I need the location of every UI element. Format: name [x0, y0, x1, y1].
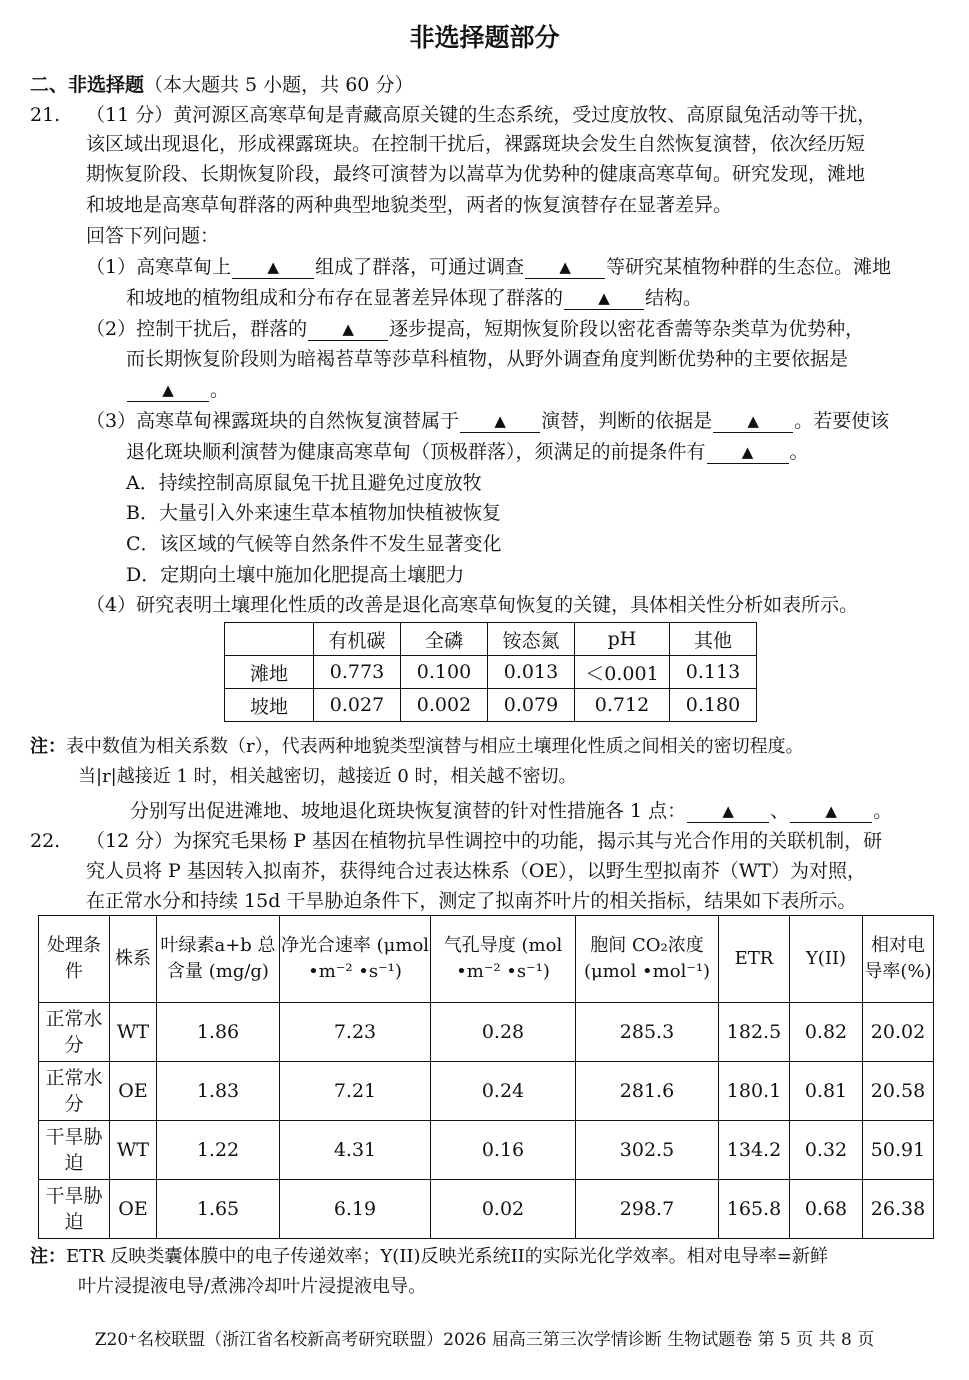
- table-row: [39, 1180, 934, 1239]
- table-cell: 1.65: [157, 1180, 280, 1239]
- triangle-icon: ▲: [741, 443, 754, 461]
- answer-blank[interactable]: [525, 257, 605, 279]
- q21-text-line: 该区域出现退化，形成裸露斑块。在控制干扰后，裸露斑块会发生自然恢复演替，依次经历短: [86, 133, 866, 155]
- table-header-cell: 处理条件: [39, 916, 110, 1003]
- table-cell: 干旱胁迫: [39, 1121, 110, 1180]
- triangle-icon: ▲: [559, 258, 571, 276]
- part-heading: 二、非选择题（本大题共 5 小题，共 60 分）: [30, 74, 414, 96]
- triangle-icon: ▲: [722, 802, 734, 820]
- table-cell: [225, 623, 314, 656]
- triangle-icon: ▲: [162, 381, 174, 399]
- table-cell: 0.113: [670, 656, 757, 689]
- table-cell: OE: [110, 1062, 157, 1121]
- table-cell: 坡地: [225, 689, 314, 722]
- table2-note-line2: 叶片浸提液电导/煮沸冷却叶片浸提液电导。: [78, 1276, 427, 1297]
- table2-note: 注：ETR 反映类囊体膜中的电子传递效率；Y(II)反映光系统II的实际光化学效率。相对电导率=新鲜: [30, 1246, 828, 1267]
- triangle-icon: ▲: [598, 289, 610, 307]
- answer-blank[interactable]: [308, 319, 388, 341]
- photosynthesis-table: [38, 915, 934, 1239]
- table-cell: OE: [110, 1180, 157, 1239]
- table-header-row: [39, 916, 934, 1003]
- table-cell: 6.19: [280, 1180, 431, 1239]
- q21-text-line: （11 分）黄河源区高寒草甸是青藏高原关键的生态系统，受过度放牧、高原鼠兔活动等干扰，: [86, 104, 877, 126]
- table-header-cell: 胞间 CO₂浓度 (μmol •mol⁻¹): [576, 916, 719, 1003]
- table1-note-line2: 当|r|越接近 1 时，相关越密切，越接近 0 时，相关越不密切。: [78, 766, 577, 787]
- table-cell: 有机碳: [314, 623, 401, 656]
- table-header-row: [225, 623, 757, 656]
- table-cell: 0.079: [488, 689, 575, 722]
- table-cell: 0.81: [790, 1062, 863, 1121]
- q21-sub2-line: ▲ 。: [126, 377, 229, 403]
- q21-sub2-line: （2）控制干扰后，群落的 ▲ 逐步提高，短期恢复阶段以密花香薷等杂类草为优势种，: [86, 318, 865, 340]
- triangle-icon: ▲: [825, 802, 837, 820]
- table-cell: 0.28: [431, 1003, 576, 1062]
- table-cell: ＜0.001: [575, 656, 670, 689]
- table-cell: 281.6: [576, 1062, 719, 1121]
- table-header-cell: Y(II): [790, 916, 863, 1003]
- table-cell: 20.58: [863, 1062, 934, 1121]
- table-cell: pH: [575, 623, 670, 656]
- q21-sub3-line: 退化斑块顺利演替为健康高寒草甸（顶极群落），须满足的前提条件有 ▲ 。: [126, 441, 809, 463]
- answer-blank[interactable]: [232, 257, 314, 279]
- table-cell: 302.5: [576, 1121, 719, 1180]
- table-header-cell: 净光合速率 (μmol •m⁻² •s⁻¹): [280, 916, 431, 1003]
- choice-a[interactable]: A．持续控制高原鼠兔干扰且避免过度放牧: [126, 472, 482, 494]
- answer-blank[interactable]: [713, 411, 793, 433]
- answer-blank[interactable]: [790, 801, 872, 823]
- q22-text-line: 在正常水分和持续 15d 干旱胁迫条件下，测定了拟南芥叶片的相关指标，结果如下表所示。: [86, 890, 857, 912]
- table-cell: 0.180: [670, 689, 757, 722]
- table-cell: 全磷: [401, 623, 488, 656]
- table-cell: 285.3: [576, 1003, 719, 1062]
- table-header-cell: 叶绿素a+b 总含量 (mg/g): [157, 916, 280, 1003]
- table-cell: 165.8: [719, 1180, 790, 1239]
- choice-d[interactable]: D．定期向土壤中施加化肥提高土壤肥力: [126, 564, 465, 586]
- table-cell: 4.31: [280, 1121, 431, 1180]
- table-row: [39, 1003, 934, 1062]
- answer-blank[interactable]: [564, 288, 644, 310]
- q21-text-line: 期恢复阶段、长期恢复阶段，最终可演替为以嵩草为优势种的健康高寒草甸。研究发现，滩地: [86, 163, 866, 185]
- q21-prompt: 回答下列问题：: [86, 225, 220, 247]
- table-cell: WT: [110, 1121, 157, 1180]
- q22-text-line: （12 分）为探究毛果杨 P 基因在植物抗旱性调控中的功能，揭示其与光合作用的关联机制，研: [86, 830, 883, 852]
- triangle-icon: ▲: [342, 320, 354, 338]
- table-cell: 正常水分: [39, 1062, 110, 1121]
- triangle-icon: ▲: [267, 258, 279, 276]
- table-cell: 正常水分: [39, 1003, 110, 1062]
- table-row: [39, 1121, 934, 1180]
- table-cell: 7.21: [280, 1062, 431, 1121]
- q21-sub1-line: （1）高寒草甸上 ▲ 组成了群落，可通过调查 ▲ 等研究某植物种群的生态位。滩地: [86, 256, 892, 278]
- table-cell: 1.83: [157, 1062, 280, 1121]
- table-cell: 铵态氮: [488, 623, 575, 656]
- table-row: [225, 689, 757, 722]
- choice-b[interactable]: B．大量引入外来速生草本植物加快植被恢复: [126, 502, 501, 524]
- table-cell: 0.712: [575, 689, 670, 722]
- table-cell: 134.2: [719, 1121, 790, 1180]
- table-row: [39, 1062, 934, 1121]
- table-cell: 1.86: [157, 1003, 280, 1062]
- answer-blank[interactable]: [460, 411, 540, 433]
- table-cell: 26.38: [863, 1180, 934, 1239]
- q21-number: 21.: [30, 104, 61, 126]
- table-header-cell: 相对电导率(%): [863, 916, 934, 1003]
- q22-number: 22.: [30, 830, 61, 852]
- q21-sub4-measure-line: 分别写出促进滩地、坡地退化斑块恢复演替的针对性措施各 1 点： ▲ 、 ▲ 。: [130, 800, 893, 822]
- q21-text-line: 和坡地是高寒草甸群落的两种典型地貌类型，两者的恢复演替存在显著差异。: [86, 194, 733, 216]
- triangle-icon: ▲: [747, 412, 759, 430]
- page-footer: Z20⁺名校联盟（浙江省名校新高考研究联盟）2026 届高三第三次学情诊断 生物试题卷 第 5 页 共 8 页: [94, 1330, 875, 1350]
- q21-sub2-line: 而长期恢复阶段则为暗褐苔草等莎草科植物，从野外调查角度判断优势种的主要依据是: [126, 348, 849, 370]
- table-cell: 7.23: [280, 1003, 431, 1062]
- table-cell: 0.773: [314, 656, 401, 689]
- table-cell: 1.22: [157, 1121, 280, 1180]
- table-cell: 0.82: [790, 1003, 863, 1062]
- table-cell: 其他: [670, 623, 757, 656]
- q22-text-line: 究人员将 P 基因转入拟南芥，获得纯合过表达株系（OE），以野生型拟南芥（WT）为对照，: [86, 860, 867, 882]
- table-cell: WT: [110, 1003, 157, 1062]
- table-cell: 0.013: [488, 656, 575, 689]
- table-cell: 0.16: [431, 1121, 576, 1180]
- table-cell: 滩地: [225, 656, 314, 689]
- q21-sub1-line: 和坡地的植物组成和分布存在显著差异体现了群落的 ▲ 结构。: [126, 287, 703, 309]
- table-cell: 0.027: [314, 689, 401, 722]
- answer-blank[interactable]: [127, 380, 209, 402]
- answer-blank[interactable]: [707, 442, 789, 464]
- table-cell: 20.02: [863, 1003, 934, 1062]
- table-header-cell: ETR: [719, 916, 790, 1003]
- q21-sub3-line: （3）高寒草甸裸露斑块的自然恢复演替属于 ▲ 演替，判断的依据是 ▲ 。若要使该: [86, 410, 890, 432]
- triangle-icon: ▲: [494, 412, 506, 430]
- table-cell: 0.100: [401, 656, 488, 689]
- table-cell: 50.91: [863, 1121, 934, 1180]
- table-header-cell: 株系: [110, 916, 157, 1003]
- table-cell: 298.7: [576, 1180, 719, 1239]
- table-cell: 0.02: [431, 1180, 576, 1239]
- table1-note: 注：表中数值为相关系数（r），代表两种地貌类型演替与相应土壤理化性质之间相关的密切程度。: [30, 736, 804, 757]
- section-title: 非选择题部分: [409, 23, 560, 52]
- table-header-cell: 气孔导度 (mol •m⁻² •s⁻¹): [431, 916, 576, 1003]
- choice-c[interactable]: C．该区域的气候等自然条件不发生显著变化: [126, 533, 502, 555]
- table-cell: 干旱胁迫: [39, 1180, 110, 1239]
- table-cell: 0.002: [401, 689, 488, 722]
- table-cell: 0.32: [790, 1121, 863, 1180]
- table-row: [225, 656, 757, 689]
- table-cell: 180.1: [719, 1062, 790, 1121]
- answer-blank[interactable]: [687, 801, 769, 823]
- table-cell: 0.24: [431, 1062, 576, 1121]
- soil-correlation-table: [224, 622, 757, 722]
- q21-sub4-line: （4）研究表明土壤理化性质的改善是退化高寒草甸恢复的关键，具体相关性分析如表所示。: [86, 594, 859, 616]
- table-cell: 182.5: [719, 1003, 790, 1062]
- table-cell: 0.68: [790, 1180, 863, 1239]
